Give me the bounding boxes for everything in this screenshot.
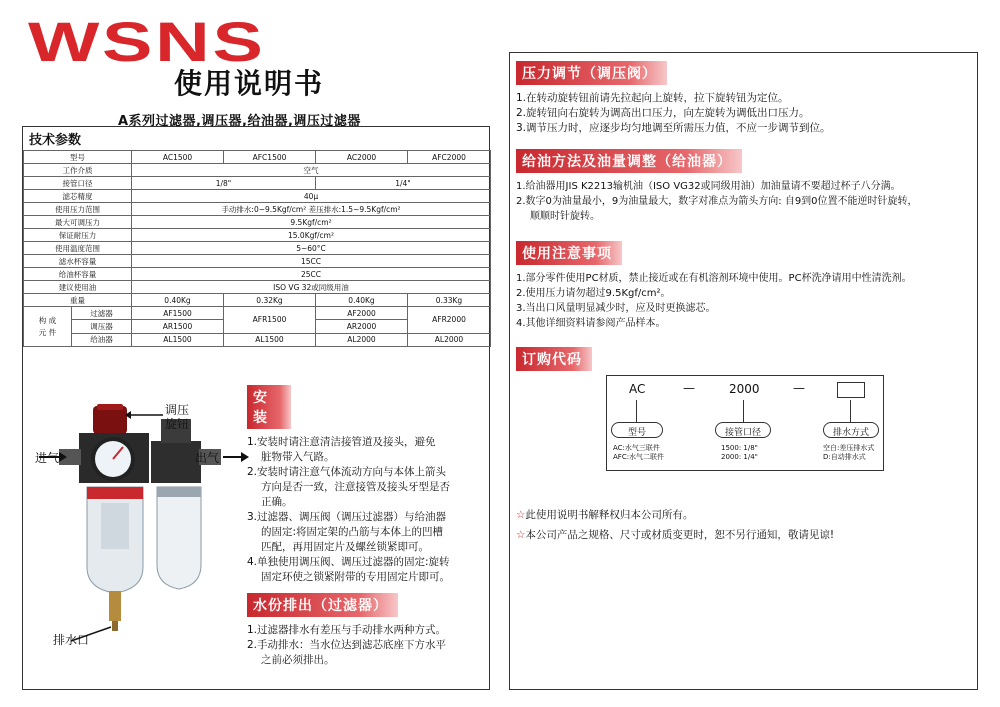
component-label-a: 构 成 [38,315,57,325]
list-item [516,179,974,194]
inlet-label: 进气 [35,451,60,465]
oval-port: 接管口径 [715,422,771,438]
tech-spec-heading: 技术参数 [29,133,82,148]
list-item: 3.调节压力时，应逐步均匀地调至所需压力值，不应一步调节到位。 [516,122,831,134]
table-cell: AFC1500 [224,151,316,164]
oil-section [516,149,974,224]
connector-line [743,400,744,422]
code-drain-slot [837,382,865,398]
table-row [24,216,491,229]
drain-section-title: 水份排出（过滤器） [247,593,398,617]
table-row [24,164,491,177]
list-line: 2.手动排水：当水位达到滤芯底座下方水平 [247,639,447,651]
option-line: AFC:水气二联件 [613,453,665,461]
list-line: 方向是否一致，注意接管及接头牙型是否 [261,481,450,493]
table-cell: 使用温度范围 [24,242,132,255]
table-cell: AR2000 [316,320,408,333]
manual-title: 使用说明书 [174,67,325,100]
oval-drain: 排水方式 [823,422,879,438]
list-item [516,194,974,224]
right-panel [509,52,978,690]
order-code-box [606,375,884,471]
table-cell: 重量 [24,294,132,307]
list-item: 3.当出口风量明显减少时，应及时更换滤芯。 [516,303,716,314]
oil-list [516,179,974,224]
table-row [24,151,491,164]
list-line: 脏物带入气路。 [261,451,335,463]
drain-options [823,444,874,462]
table-cell: 手动排水:0~9.5Kgf/cm² 差压排水:1.5~9.5Kgf/cm² [132,203,491,216]
oil-title: 给油方法及油量调整（给油器） [516,149,742,173]
component-label-b: 元 件 [38,327,57,337]
table-cell: AR1500 [132,320,224,333]
table-cell: 滤水杯容量 [24,255,132,268]
table-cell: AFR2000 [408,307,491,334]
pressure-section [516,61,972,136]
table-row [24,268,491,281]
table-cell: 0.33Kg [408,294,491,307]
table-cell: 1/8" [132,177,316,190]
oval-model: 型号 [611,422,663,438]
list-line: 匹配，再用固定片及螺丝锁紧即可。 [261,541,429,553]
star-icon: ☆ [516,529,526,541]
connector-line [850,400,851,422]
table-cell: 1/4" [316,177,491,190]
code-port: 2000 [729,382,760,396]
order-section [516,347,592,371]
table-cell: 给油器 [72,333,132,346]
table-row [24,177,491,190]
list-line: 固定环使之锁紧附带的专用固定片即可。 [261,571,450,583]
install-title: 安装 [247,385,291,429]
code-dash-1: — [683,381,695,395]
order-title: 订购代码 [516,347,592,371]
table-cell: AL2000 [316,333,408,346]
left-panel [22,126,490,690]
table-cell: ISO VG 32或同级用油 [132,281,491,294]
notes-section [516,241,974,331]
footer-line [516,505,834,525]
list-item: 2.旋转钮向右旋转为调高出口压力，向左旋转为调低出口压力。 [516,107,810,119]
list-line: 正确。 [261,496,293,508]
footer-notes [516,505,834,545]
option-line: D:自动排水式 [823,453,866,461]
list-item [247,555,487,585]
table-cell: 滤芯精度 [24,190,132,203]
list-item [247,510,487,555]
footer-text: 此使用说明书解释权归本公司所有。 [525,509,694,521]
table-cell: 空气 [132,164,491,177]
knob-label-line1: 调压 [165,403,190,417]
pressure-list [516,91,972,136]
table-cell: 过滤器 [72,307,132,320]
table-row [24,190,491,203]
drain-port-label: 排水口 [53,633,90,647]
model-options [613,444,664,462]
table-row [24,242,491,255]
table-cell: 给油杯容量 [24,268,132,281]
option-line: AC:水气三联件 [613,444,660,452]
table-cell: 工作介质 [24,164,132,177]
table-cell: 25CC [132,268,491,281]
option-line: 1500: 1/8" [721,444,758,452]
table-row [24,255,491,268]
list-item [247,638,487,668]
knob-label [165,403,189,431]
spec-table [23,150,491,307]
table-cell: AL2000 [408,333,491,346]
table-cell: 调压器 [72,320,132,333]
knob-label-line2: 旋钮 [165,417,190,431]
list-line: 1.给油器用JIS K2213输机油（ISO VG32或同级用油）加油量请不要超过杯子八分满。 [516,181,901,192]
table-cell: 0.32Kg [224,294,316,307]
table-cell: 5~60°C [132,242,491,255]
table-cell: 使用压力范围 [24,203,132,216]
list-item [247,465,487,510]
table-cell: AC1500 [132,151,224,164]
notes-list [516,271,974,331]
table-cell: 15CC [132,255,491,268]
port-options [721,444,758,462]
table-cell: 建议使用油 [24,281,132,294]
table-row [24,281,491,294]
notes-title: 使用注意事项 [516,241,622,265]
table-cell: 0.40Kg [316,294,408,307]
outlet-label: 出气 [195,451,220,465]
component-table [23,306,491,347]
connector-line [636,400,637,422]
table-cell: AFC2000 [408,151,491,164]
list-item: 1.在转动旋转钮前请先拉起向上旋转，拉下旋转钮为定位。 [516,92,789,104]
table-row [24,307,491,320]
table-cell: 接管口径 [24,177,132,190]
list-item: 2.使用压力请勿超过9.5Kgf/cm²。 [516,288,671,299]
table-cell: 最大可调压力 [24,216,132,229]
list-line: 2.安装时请注意气体流动方向与本体上箭头 [247,466,447,478]
code-model: AC [629,382,646,396]
list-item [247,435,487,465]
series-title: A系列过滤器,调压器,给油器,调压过滤器 [118,114,361,129]
table-cell: AL1500 [224,333,316,346]
list-item: 4.其他详细资料请参阅产品样本。 [516,318,666,329]
table-row [24,229,491,242]
footer-text: 本公司产品之规格、尺寸或材质变更时，恕不另行通知，敬请见谅! [525,529,835,541]
code-dash-2: — [793,381,805,395]
pressure-title: 压力调节（调压阀） [516,61,667,85]
list-line: 3.过滤器、调压阀（调压过滤器）与给油器 [247,511,447,523]
install-list [247,435,487,585]
list-line: 1.过滤器排水有差压与手动排水两种方式。 [247,624,447,636]
table-cell: 40μ [132,190,491,203]
table-cell: 保证耐压力 [24,229,132,242]
table-cell [24,307,72,347]
brand-logo: WSNS [28,10,266,73]
list-line: 之前必须排出。 [261,654,335,666]
list-item [247,623,487,638]
table-cell: AFR1500 [224,307,316,334]
option-line: 空白:差压排水式 [823,444,875,452]
table-row [24,333,491,346]
star-icon: ☆ [516,509,526,521]
footer-line [516,525,834,545]
table-cell: AL1500 [132,333,224,346]
table-cell: AF1500 [132,307,224,320]
list-line: 4.单独使用调压阀、调压过滤器的固定:旋转 [247,556,450,568]
drain-list [247,623,487,668]
list-item: 1.部分零件使用PC材质，禁止接近或在有机溶剂环境中使用。PC杯洗净请用中性清洗剂。 [516,273,912,284]
table-cell: AC2000 [316,151,408,164]
list-line: 顺顺时针旋转。 [530,211,600,222]
table-cell: 9.5Kgf/cm² [132,216,491,229]
table-cell: AF2000 [316,307,408,320]
table-row [24,294,491,307]
option-line: 2000: 1/4" [721,453,758,461]
table-cell: 0.40Kg [132,294,224,307]
list-line: 2.数字0为油量最小，9为油量最大，数字对准点为箭头方向: 自9到0位置不能逆时针旋转， [516,196,918,207]
install-section [247,385,487,668]
table-cell: 15.0Kgf/cm² [132,229,491,242]
list-line: 1.安装时请注意清洁接管道及接头，避免 [247,436,436,448]
list-line: 的固定:将固定架的凸筋与本体上的凹槽 [261,526,444,538]
table-cell: 型号 [24,151,132,164]
table-row [24,203,491,216]
